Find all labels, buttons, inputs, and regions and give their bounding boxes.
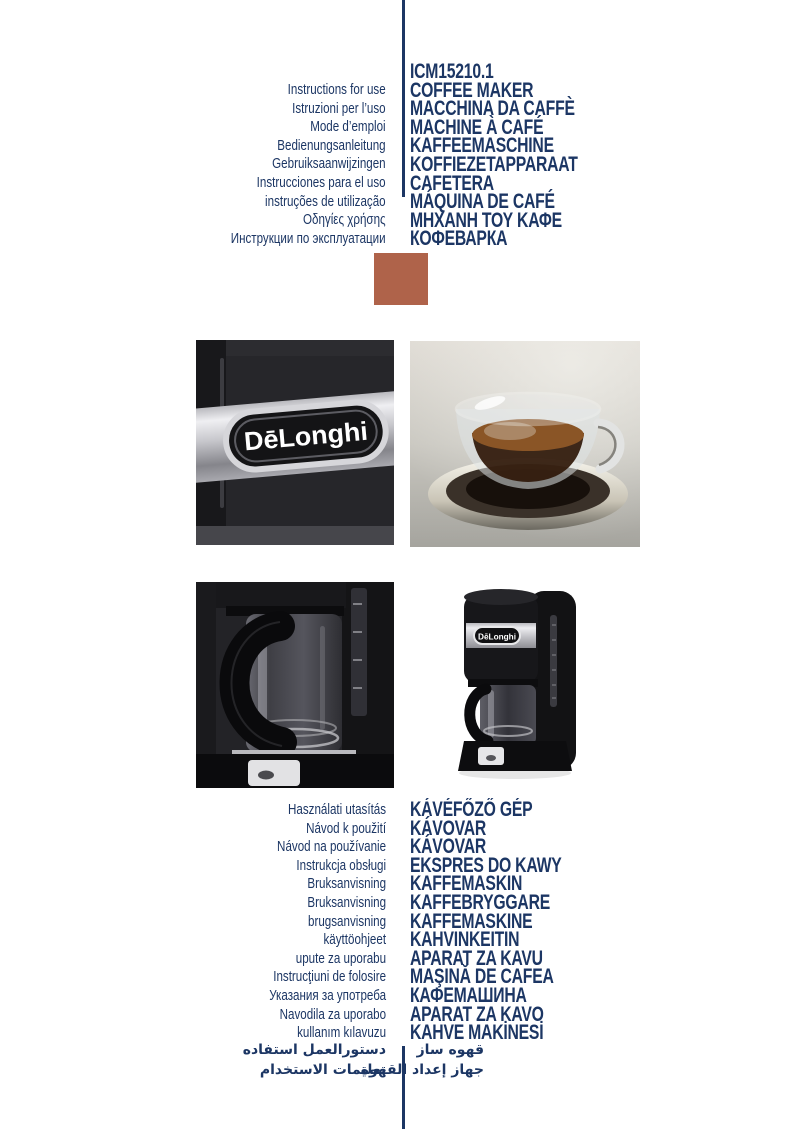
product-name: КОФЕВАРКА [410,227,508,251]
product-name: KAHVINKEITIN [410,928,520,952]
product-name: KAFFEMASKIN [410,872,523,896]
instruction-language-label: Instrucţiuni de folosire [273,969,386,986]
product-name: KÁVÉFŐZŐ GÉP [410,798,533,821]
instruction-language-label: Bruksanvisning [307,894,386,911]
footer-product-names [410,798,562,1045]
product-name: جهاز إعداد القهوة [360,1062,484,1078]
model-number: ICM15210.1 [410,60,494,83]
product-name: MACCHINA DA CAFFÈ [410,97,575,121]
instruction-language-label: دستورالعمل استفاده [242,1042,386,1058]
instruction-language-label: Bruksanvisning [307,876,386,893]
machine-full-illustration [452,583,582,783]
machine-logo-closeup-illustration [196,340,394,545]
product-name: KÁVOVAR [410,816,487,840]
product-name: KÁVOVAR [410,835,487,859]
product-name: KAFFEEMASCHINE [410,134,554,158]
photo-coffee-cup [410,341,640,547]
photo-machine-full [452,583,582,783]
instruction-language-label: Bedienungsanleitung [277,137,386,154]
instruction-language-label: käyttöohjeet [323,932,386,949]
photo-machine-logo-closeup [196,340,394,545]
instruction-language-label: Instrukcja obsługi [296,857,386,874]
instruction-language-label: Návod na používanie [277,839,386,856]
product-name: COFFEE MAKER [410,78,534,102]
product-name: ΜΗΧΑΝΗ ΤΟΥ ΚΑΦΕ [410,208,562,232]
instruction-language-label: تعليمات الاستخدام [259,1062,386,1078]
instruction-language-label: Οδηγίες χρήσης [303,212,386,229]
instruction-language-label: brugsanvisning [307,913,386,930]
header-instruction-languages [231,81,386,248]
instruction-language-label: Инструкции по эксплуатации [231,230,386,247]
product-name: KAFFEMASKINE [410,909,533,933]
instruction-language-label: Návod k použití [306,820,386,837]
product-name: КАФЕМАШИНА [410,983,527,1007]
product-name: KOFFIEZETAPPARAAT [410,152,578,176]
instruction-language-label: Használati utasítás [287,802,386,818]
footer-product-names-rtl [360,1040,484,1080]
instruction-language-label: instruções de utilização [265,193,386,210]
instruction-language-label: upute za uporabu [295,950,386,967]
product-name: EKSPRES DO KAWY [410,853,562,877]
instruction-language-label: kullanım kılavuzu [297,1025,386,1042]
product-name: APARAT ZA KAVO [410,1002,544,1026]
instruction-language-label: Navodila za uporabo [279,1006,386,1023]
delonghi-logo-text: DēLonghi [242,416,365,457]
product-name: KAFFEBRYGGARE [410,890,551,914]
delonghi-logo-text: DēLonghi [478,632,516,642]
instruction-language-label: Указания за употреба [269,987,386,1004]
column-divider-bottom [402,1046,405,1129]
photo-carafe-closeup [196,582,394,788]
coffee-cup-illustration [410,341,640,547]
accent-square [374,253,428,305]
product-name: CAFETERA [410,171,494,195]
header-product-names [410,60,578,251]
product-name: MACHINE À CAFÉ [410,115,544,139]
column-divider-top [402,0,405,197]
product-name: APARAT ZA KAVU [410,946,543,970]
instruction-language-label: Mode d’emploi [310,119,386,136]
instruction-language-label: Gebruiksaanwijzingen [272,156,386,173]
instruction-language-label: Istruzioni per l’uso [292,100,386,117]
product-name: MAŞINĂ DE CAFEA [410,965,554,989]
carafe-closeup-illustration [196,582,394,788]
instruction-language-label: Instrucciones para el uso [257,174,386,191]
product-name: MÁQUINA DE CAFÉ [410,190,555,214]
product-name: KAHVE MAKİNESİ [410,1021,544,1045]
instruction-language-label: Instructions for use [288,82,386,98]
footer-instruction-languages [269,801,386,1043]
product-name: قهوه ساز [416,1042,484,1058]
